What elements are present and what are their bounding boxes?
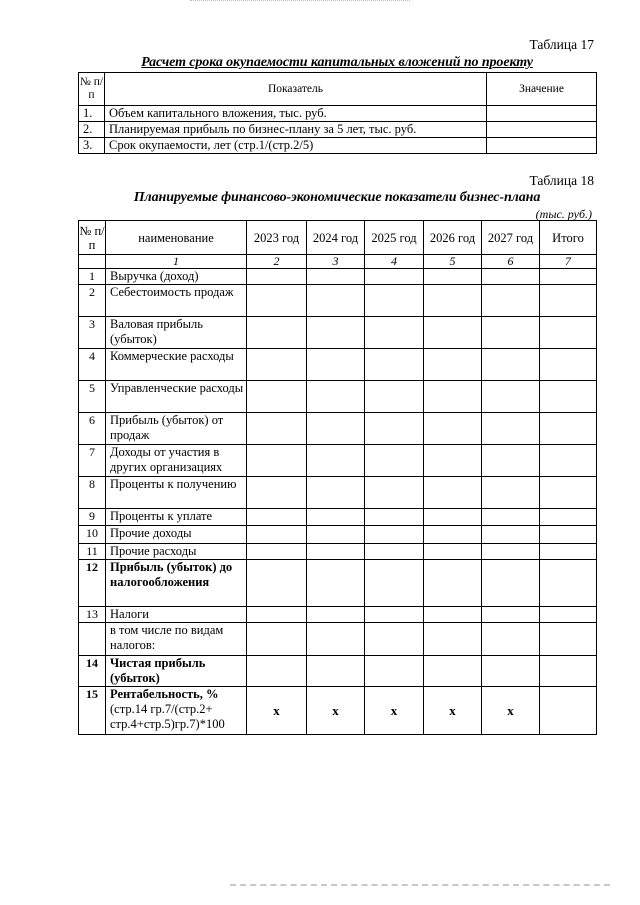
column-numbers-row: [79, 255, 597, 269]
row-number: 1.: [79, 106, 105, 122]
value-cell: [365, 285, 424, 317]
value-cell: [540, 656, 597, 687]
value-cell: [482, 656, 540, 687]
value-cell: [424, 560, 482, 607]
value-cell: [482, 623, 540, 656]
value-cell: [247, 560, 307, 607]
value-cell: [424, 317, 482, 349]
value-cell: [307, 285, 365, 317]
value-cell: [424, 509, 482, 526]
row-label: Налоги: [106, 607, 247, 623]
header-2025: 2025 год: [365, 221, 424, 255]
table18-body: [79, 269, 597, 735]
not-applicable-mark: x: [307, 687, 365, 735]
value-cell: [365, 544, 424, 560]
value-cell: [307, 477, 365, 509]
value-cell: [307, 607, 365, 623]
table-row: [79, 687, 597, 735]
value-cell: [540, 560, 597, 607]
row-label: Выручка (доход): [106, 269, 247, 285]
value-cell: [540, 413, 597, 445]
value-cell: [424, 445, 482, 477]
table17-number: Таблица 17: [529, 37, 594, 52]
column-number: 6: [482, 255, 540, 269]
table-row: [79, 317, 597, 349]
row-label: в том числе по видам налогов:: [106, 623, 247, 656]
value-cell: [307, 526, 365, 544]
column-number: 7: [540, 255, 597, 269]
scan-artifact-bottom: [230, 884, 610, 889]
value-cell: [540, 526, 597, 544]
value-cell: [540, 445, 597, 477]
header-2027: 2027 год: [482, 221, 540, 255]
value-cell: [424, 285, 482, 317]
value-cell: [424, 381, 482, 413]
value-cell: [540, 687, 597, 735]
column-number-blank: [79, 255, 106, 269]
row-label-title: Рентабельность, %: [110, 687, 219, 701]
value-cell: [247, 477, 307, 509]
row-number: 5: [79, 381, 106, 413]
row-label: Себестоимость продаж: [106, 285, 247, 317]
not-applicable-mark: x: [482, 687, 540, 735]
table-row: [79, 445, 597, 477]
column-number: 5: [424, 255, 482, 269]
row-number: 1: [79, 269, 106, 285]
value-cell: [307, 269, 365, 285]
row-number: [79, 623, 106, 656]
row-label: Прочие доходы: [106, 526, 247, 544]
value-cell: [540, 623, 597, 656]
row-number: 14: [79, 656, 106, 687]
value-cell: [365, 269, 424, 285]
header-2026: 2026 год: [424, 221, 482, 255]
header-num: № п/п: [79, 73, 105, 106]
table-row: [79, 526, 597, 544]
table18: [78, 220, 597, 735]
table-row: [79, 544, 597, 560]
column-number: 1: [106, 255, 247, 269]
value-cell: [540, 381, 597, 413]
header-2023: 2023 год: [247, 221, 307, 255]
table-row: [79, 106, 597, 122]
table17-header-row: [79, 73, 597, 106]
column-number: 2: [247, 255, 307, 269]
column-number: 4: [365, 255, 424, 269]
value-cell: [307, 413, 365, 445]
value-cell: [424, 526, 482, 544]
value-cell: [247, 445, 307, 477]
table-row: [79, 349, 597, 381]
value-cell: [307, 317, 365, 349]
value-cell: [482, 381, 540, 413]
value-cell: [247, 413, 307, 445]
table18-unit: (тыс. руб.): [535, 207, 592, 221]
row-value: [487, 106, 597, 122]
table17-title: Расчет срока окупаемости капитальных вложений по проекту: [141, 55, 533, 70]
value-cell: [482, 285, 540, 317]
value-cell: [540, 269, 597, 285]
row-number: 13: [79, 607, 106, 623]
header-num: № п/п: [79, 221, 106, 255]
table-row: [79, 138, 597, 154]
value-cell: [247, 381, 307, 413]
value-cell: [424, 623, 482, 656]
table-row: [79, 607, 597, 623]
row-number: 7: [79, 445, 106, 477]
column-number: 3: [307, 255, 365, 269]
not-applicable-mark: x: [247, 687, 307, 735]
value-cell: [307, 623, 365, 656]
row-number: 3: [79, 317, 106, 349]
row-number: 8: [79, 477, 106, 509]
value-cell: [482, 560, 540, 607]
table-row: [79, 477, 597, 509]
value-cell: [247, 317, 307, 349]
table17: [78, 72, 597, 154]
row-label: Доходы от участия в других организациях: [106, 445, 247, 477]
value-cell: [365, 445, 424, 477]
value-cell: [424, 544, 482, 560]
row-number: 11: [79, 544, 106, 560]
table-row: [79, 381, 597, 413]
scan-artifact-top: [190, 0, 410, 3]
row-value: [487, 122, 597, 138]
value-cell: [307, 656, 365, 687]
value-cell: [307, 445, 365, 477]
table-row: [79, 413, 597, 445]
row-label: Планируемая прибыль по бизнес-плану за 5 лет, тыс. руб.: [105, 122, 487, 138]
value-cell: [540, 477, 597, 509]
value-cell: [247, 285, 307, 317]
value-cell: [365, 477, 424, 509]
value-cell: [424, 477, 482, 509]
row-number: 3.: [79, 138, 105, 154]
value-cell: [365, 656, 424, 687]
row-number: 15: [79, 687, 106, 735]
table-row: [79, 509, 597, 526]
row-value: [487, 138, 597, 154]
value-cell: [307, 381, 365, 413]
value-cell: [424, 269, 482, 285]
value-cell: [482, 544, 540, 560]
table-row: [79, 122, 597, 138]
header-total: Итого: [540, 221, 597, 255]
value-cell: [540, 544, 597, 560]
value-cell: [540, 509, 597, 526]
row-label: Прочие расходы: [106, 544, 247, 560]
table-row: [79, 656, 597, 687]
value-cell: [482, 477, 540, 509]
header-name: наименование: [106, 221, 247, 255]
header-indicator: Показатель: [105, 73, 487, 106]
value-cell: [540, 607, 597, 623]
value-cell: [247, 526, 307, 544]
value-cell: [307, 560, 365, 607]
value-cell: [247, 509, 307, 526]
row-number: 12: [79, 560, 106, 607]
row-label: Объем капитального вложения, тыс. руб.: [105, 106, 487, 122]
value-cell: [540, 317, 597, 349]
row-label: Прибыль (убыток) от продаж: [106, 413, 247, 445]
table-row: [79, 623, 597, 656]
value-cell: [365, 560, 424, 607]
row-number: 10: [79, 526, 106, 544]
value-cell: [482, 269, 540, 285]
row-number: 4: [79, 349, 106, 381]
table18-header-row: [79, 221, 597, 255]
row-label: Проценты к уплате: [106, 509, 247, 526]
value-cell: [307, 544, 365, 560]
row-label-formula: (стр.14 гр.7/(стр.2+ стр.4+стр.5)гр.7)*100: [110, 702, 225, 731]
row-label: Чистая прибыль (убыток): [106, 656, 247, 687]
value-cell: [247, 623, 307, 656]
value-cell: [365, 381, 424, 413]
table-row: [79, 285, 597, 317]
not-applicable-mark: x: [365, 687, 424, 735]
value-cell: [482, 413, 540, 445]
table18-title: Планируемые финансово-экономические показатели бизнес-плана: [133, 190, 541, 205]
value-cell: [365, 413, 424, 445]
value-cell: [540, 349, 597, 381]
value-cell: [365, 623, 424, 656]
row-label: [106, 687, 247, 735]
row-number: 2: [79, 285, 106, 317]
value-cell: [247, 349, 307, 381]
value-cell: [247, 607, 307, 623]
value-cell: [247, 544, 307, 560]
not-applicable-mark: x: [424, 687, 482, 735]
value-cell: [482, 509, 540, 526]
value-cell: [365, 317, 424, 349]
row-label: Проценты к получению: [106, 477, 247, 509]
table-row: [79, 269, 597, 285]
value-cell: [307, 509, 365, 526]
row-label: Управленческие расходы: [106, 381, 247, 413]
row-number: 2.: [79, 122, 105, 138]
value-cell: [424, 413, 482, 445]
value-cell: [482, 445, 540, 477]
row-label: Срок окупаемости, лет (стр.1/(стр.2/5): [105, 138, 487, 154]
value-cell: [482, 349, 540, 381]
value-cell: [482, 607, 540, 623]
value-cell: [365, 509, 424, 526]
value-cell: [247, 656, 307, 687]
value-cell: [365, 349, 424, 381]
row-number: 9: [79, 509, 106, 526]
row-number: 6: [79, 413, 106, 445]
table18-number: Таблица 18: [529, 173, 594, 188]
table-row: [79, 560, 597, 607]
value-cell: [247, 269, 307, 285]
value-cell: [482, 317, 540, 349]
header-value: Значение: [487, 73, 597, 106]
row-label: Коммерческие расходы: [106, 349, 247, 381]
value-cell: [365, 607, 424, 623]
value-cell: [540, 285, 597, 317]
value-cell: [307, 349, 365, 381]
row-label: Прибыль (убыток) до налогообложения: [106, 560, 247, 607]
row-label: Валовая прибыль (убыток): [106, 317, 247, 349]
value-cell: [424, 607, 482, 623]
header-2024: 2024 год: [307, 221, 365, 255]
value-cell: [482, 526, 540, 544]
value-cell: [365, 526, 424, 544]
value-cell: [424, 656, 482, 687]
value-cell: [424, 349, 482, 381]
